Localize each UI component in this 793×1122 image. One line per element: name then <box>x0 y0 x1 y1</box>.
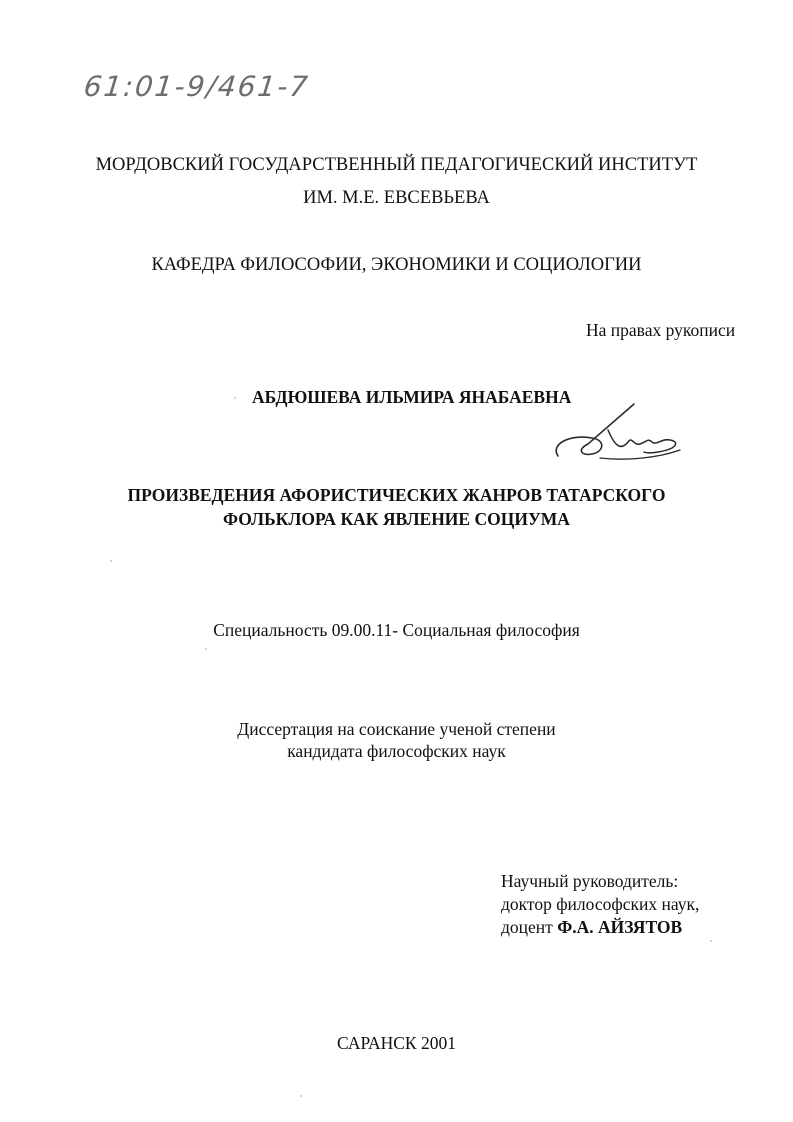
department-name: КАФЕДРА ФИЛОСОФИИ, ЭКОНОМИКИ И СОЦИОЛОГИИ <box>151 255 642 275</box>
degree-statement: Диссертация на соискание ученой степени <box>237 719 556 739</box>
city-and-year: САРАНСК 2001 <box>337 1033 456 1053</box>
scan-speck <box>110 560 112 562</box>
manuscript-rights-note: На правах рукописи <box>586 320 736 340</box>
scan-speck <box>234 397 236 399</box>
dissertation-title-continued: ФОЛЬКЛОРА КАК ЯВЛЕНИЕ СОЦИУМА <box>223 509 570 529</box>
institute-name: МОРДОВСКИЙ ГОСУДАРСТВЕННЫЙ ПЕДАГОГИЧЕСКИЙ ИНСТИТУТ <box>95 155 698 175</box>
scan-speck <box>300 1095 302 1097</box>
supervisor-rank-line <box>501 916 699 939</box>
author-name: АБДЮШЕВА ИЛЬМИРА ЯНАБАЕВНА <box>252 387 572 407</box>
specialty-line: Специальность 09.00.11- Социальная философия <box>213 620 580 640</box>
author-signature <box>548 398 688 478</box>
supervisor-role: Научный руководитель: <box>501 871 679 891</box>
supervisor-rank: доцент <box>501 917 553 937</box>
scan-speck <box>710 940 712 942</box>
institute-name-continued: ИМ. М.Е. ЕВСЕВЬЕВА <box>303 188 490 208</box>
dissertation-title: ПРОИЗВЕДЕНИЯ АФОРИСТИЧЕСКИХ ЖАНРОВ ТАТАРСКОГО <box>127 485 666 505</box>
scan-speck <box>205 648 207 650</box>
supervisor-block <box>501 870 699 939</box>
degree-statement-continued: кандидата философских наук <box>287 741 506 761</box>
handwritten-archive-code: 61:01-9/461-7 <box>82 70 312 103</box>
supervisor-name: Ф.А. АЙЗЯТОВ <box>557 917 683 937</box>
supervisor-degree: доктор философских наук, <box>501 894 700 914</box>
